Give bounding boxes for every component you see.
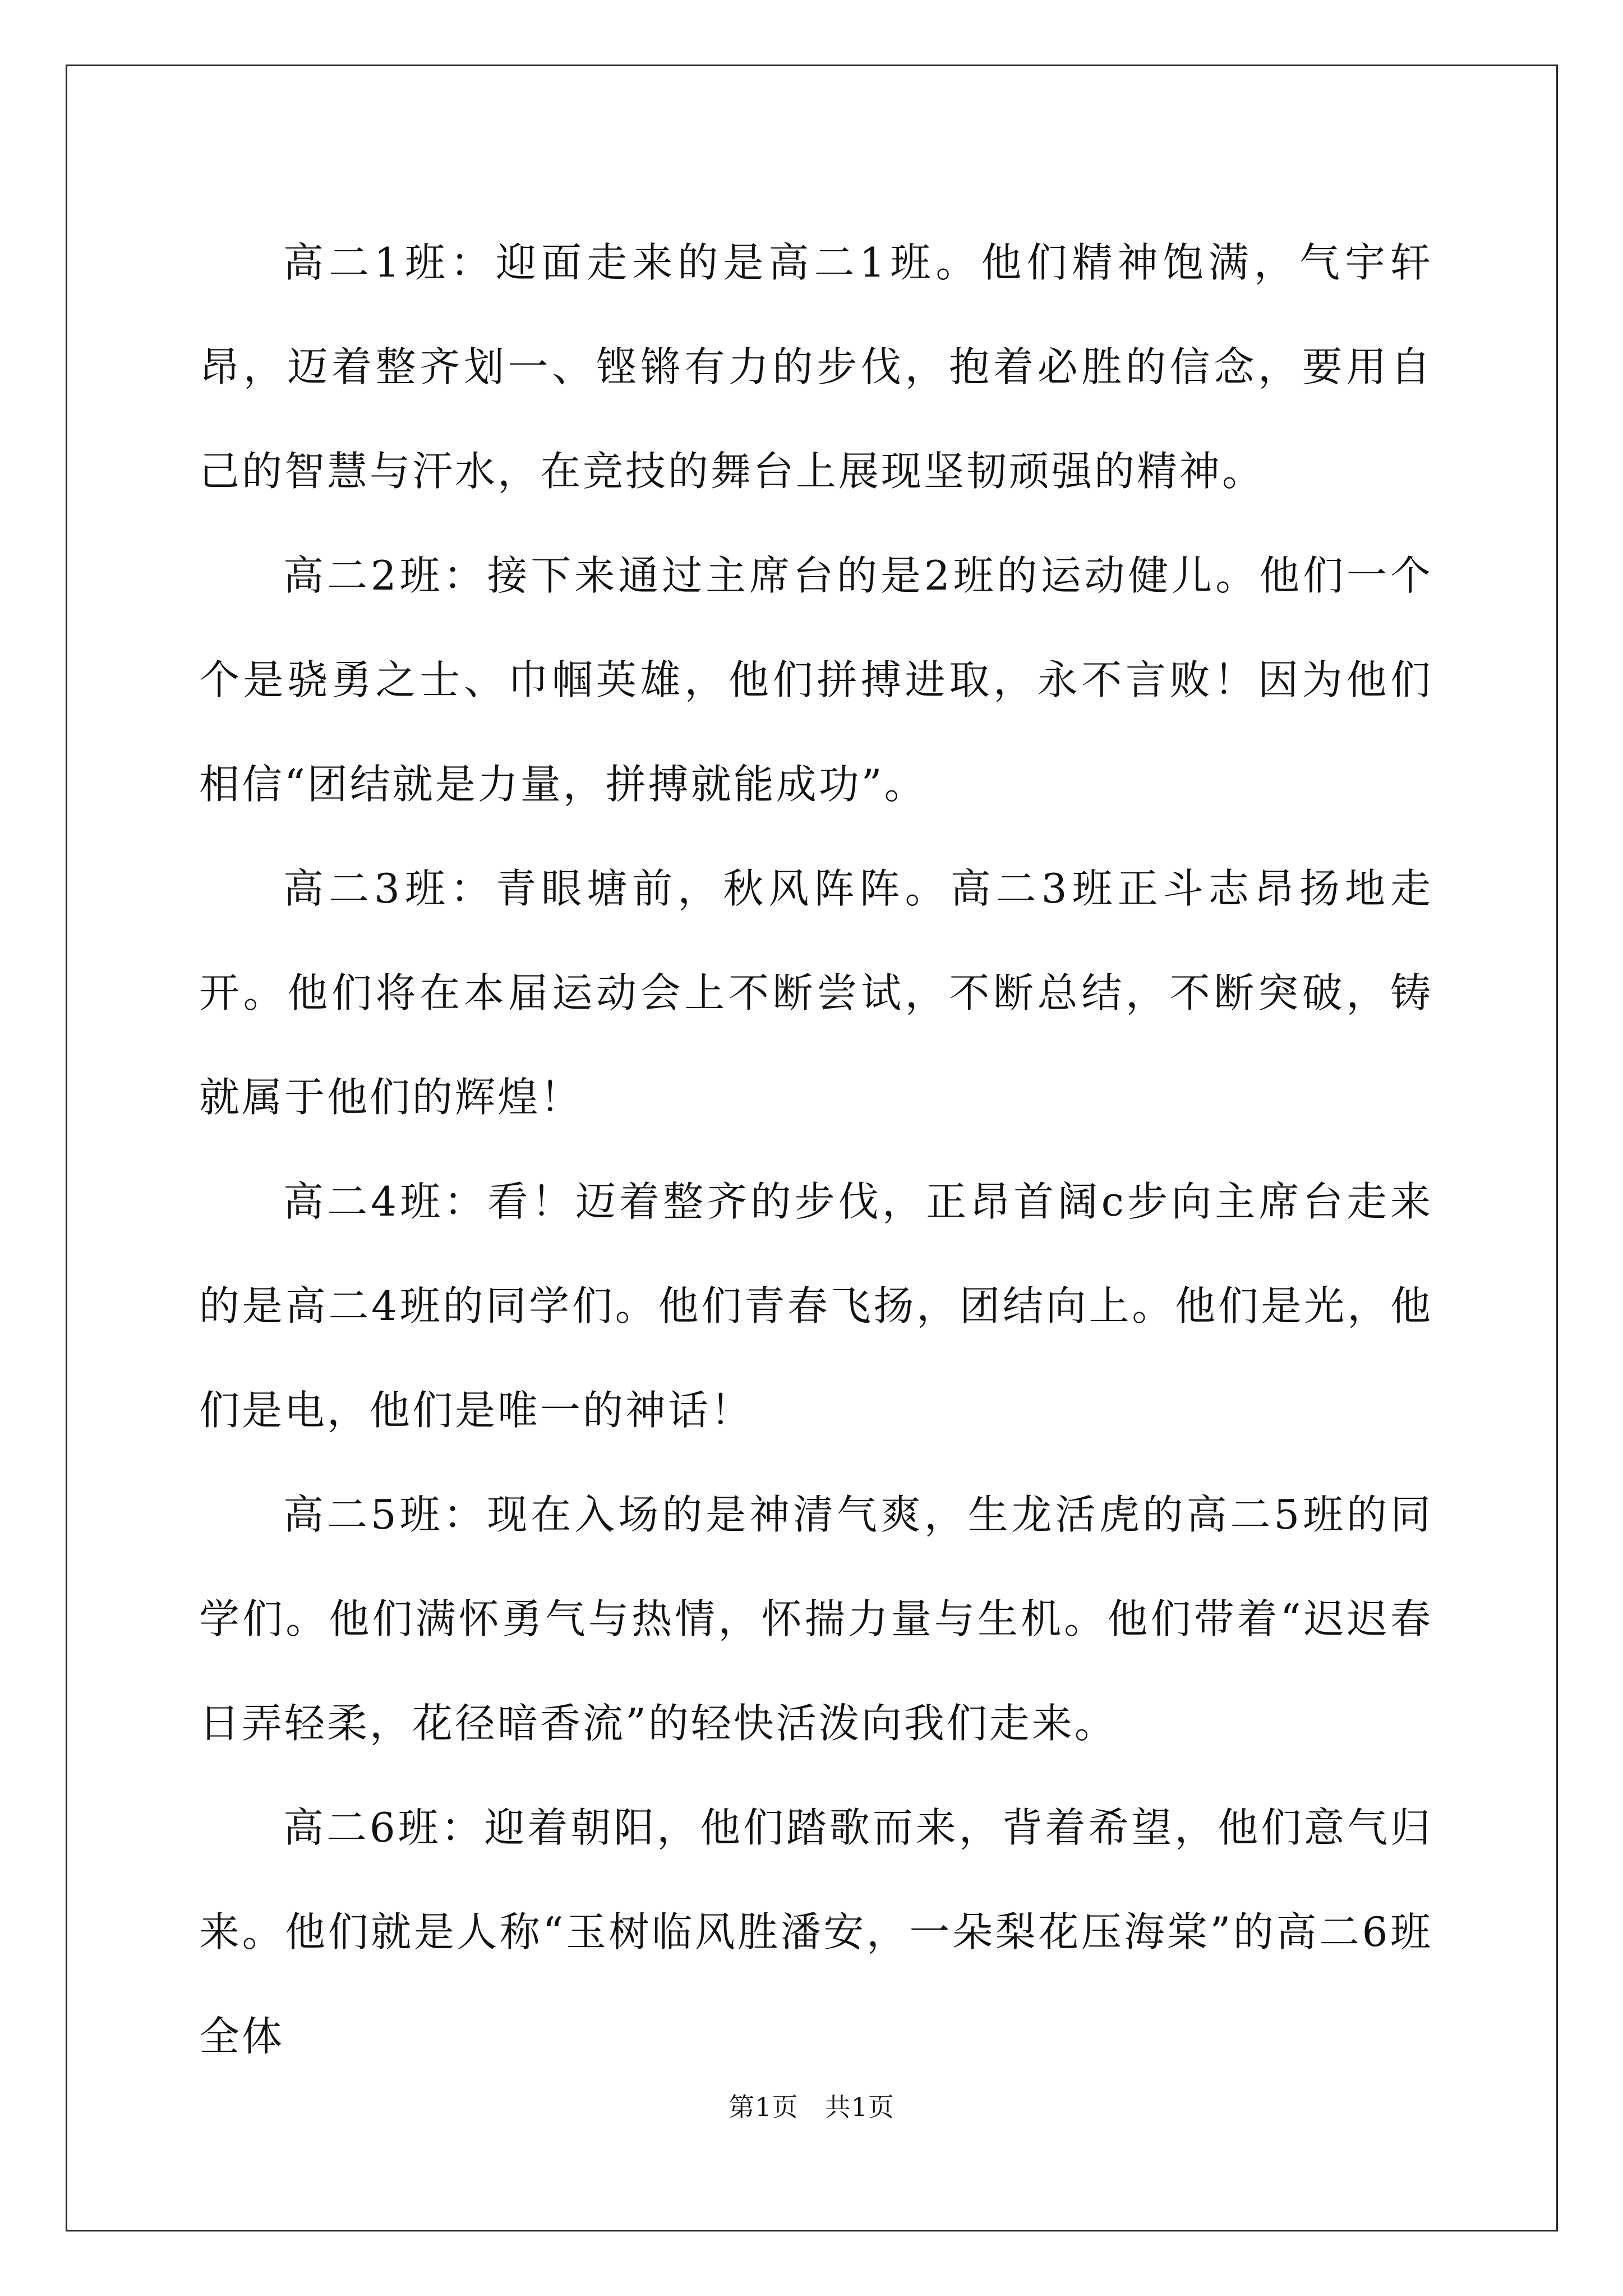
page-total: 共1页 xyxy=(824,2092,895,2122)
document-body xyxy=(199,210,1433,2088)
paragraph-class-2: 高二2班：接下来通过主席台的是2班的运动健儿。他们一个个是骁勇之士、巾帼英雄，他们拼搏进取，永不言败！因为他们相信“团结就是力量，拼搏就能成功”。 xyxy=(199,552,1433,808)
page-footer xyxy=(0,2087,1623,2124)
paragraph-class-4: 高二4班：看！迈着整齐的步伐，正昂首阔c步向主席台走来的是高二4班的同学们。他们青春飞扬，团结向上。他们是光，他们是电，他们是唯一的神话！ xyxy=(199,1178,1433,1434)
paragraph-class-1: 高二1班：迎面走来的是高二1班。他们精神饱满，气宇轩昂，迈着整齐划一、铿锵有力的步伐，抱着必胜的信念，要用自己的智慧与汗水，在竞技的舞台上展现坚韧顽强的精神。 xyxy=(199,239,1433,495)
page-number: 第1页 xyxy=(728,2092,799,2122)
paragraph-class-5: 高二5班：现在入场的是神清气爽，生龙活虎的高二5班的同学们。他们满怀勇气与热情，怀揣力量与生机。他们带着“迟迟春日弄轻柔，花径暗香流”的轻快活泼向我们走来。 xyxy=(199,1491,1433,1747)
paragraph-class-3: 高二3班：青眼塘前，秋风阵阵。高二3班正斗志昂扬地走开。他们将在本届运动会上不断尝试，不断总结，不断突破，铸就属于他们的辉煌！ xyxy=(199,865,1433,1121)
paragraph-class-6: 高二6班：迎着朝阳，他们踏歌而来，背着希望，他们意气归来。他们就是人称“玉树临风胜潘安，一朵梨花压海棠”的高二6班全体 xyxy=(199,1804,1433,2060)
